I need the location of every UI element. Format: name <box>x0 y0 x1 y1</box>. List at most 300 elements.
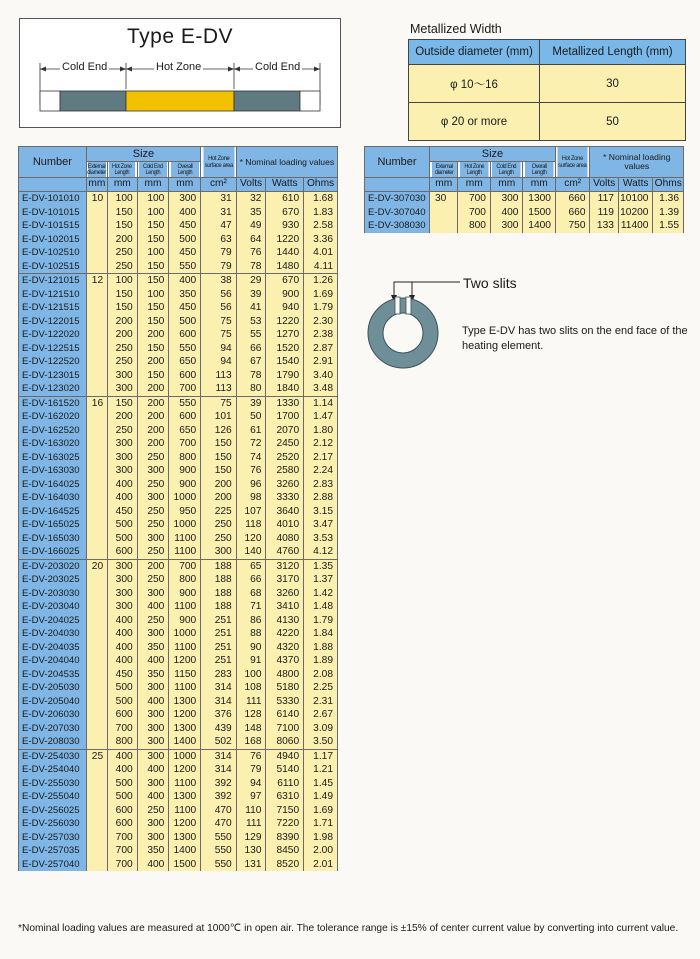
cell-watts: 1330 <box>266 396 304 410</box>
cell-surface-area: 314 <box>201 749 237 763</box>
cell-surface-area: 250 <box>201 518 237 532</box>
cell-cold-end-length: 400 <box>137 695 169 709</box>
cell-overall-length: 1400 <box>169 735 201 749</box>
table-row <box>19 219 338 233</box>
cell-cold-end-length: 300 <box>137 777 169 791</box>
cell-volts: 41 <box>236 301 266 315</box>
cell-volts: 110 <box>236 804 266 818</box>
cell-watts: 5180 <box>266 681 304 695</box>
cell-watts: 1270 <box>266 328 304 342</box>
cell-number: E-DV-165030 <box>19 532 87 546</box>
cell-overall-length: 1100 <box>169 804 201 818</box>
cell-hot-zone-length: 400 <box>107 749 137 763</box>
cell-number: E-DV-203030 <box>19 587 87 601</box>
header-number: Number <box>19 147 87 178</box>
cell-hot-zone-length: 300 <box>107 573 137 587</box>
cell-external-diameter: 20 <box>86 559 107 573</box>
cell-ohms: 1.98 <box>304 831 338 845</box>
cell-volts: 133 <box>590 219 618 233</box>
cell-ohms: 1.35 <box>304 559 338 573</box>
cell-hot-zone-length: 250 <box>107 246 137 260</box>
cell-watts: 4800 <box>266 668 304 682</box>
cell-number: E-DV-257040 <box>19 858 87 872</box>
table-row <box>19 396 338 410</box>
cell-ohms: 2.31 <box>304 695 338 709</box>
cell-cold-end-length: 400 <box>137 763 169 777</box>
cell-number: E-DV-122520 <box>19 355 87 369</box>
table-row <box>19 518 338 532</box>
cell-overall-length: 1300 <box>169 722 201 736</box>
cell-overall-length: 1000 <box>169 518 201 532</box>
cell-surface-area: 94 <box>201 355 237 369</box>
cell-cold-end-length: 150 <box>137 301 169 315</box>
header-overall-length: Overall Length <box>524 162 554 178</box>
cell-volts: 53 <box>236 315 266 329</box>
cell-cold-end-length: 250 <box>137 518 169 532</box>
cell-watts: 1790 <box>266 369 304 383</box>
cell-volts: 66 <box>236 342 266 356</box>
table-row <box>19 600 338 614</box>
cell-surface-area: 31 <box>201 206 237 220</box>
metallized-table <box>408 39 686 141</box>
cell-ohms: 2.83 <box>304 478 338 492</box>
cell-overall-length: 1100 <box>169 641 201 655</box>
cold-end-left-label: Cold End <box>62 61 108 73</box>
cell-surface-area: 300 <box>201 545 237 559</box>
table-row <box>19 844 338 858</box>
cell-watts: 8450 <box>266 844 304 858</box>
table-row <box>19 369 338 383</box>
cell-external-diameter <box>86 668 107 682</box>
cell-overall-length: 1400 <box>523 219 556 233</box>
cell-overall-length: 450 <box>169 301 201 315</box>
header-surface-area: Hot Zone surface area <box>557 147 589 178</box>
cell-cold-end-length: 100 <box>137 192 169 206</box>
cell-overall-length: 700 <box>169 559 201 573</box>
cell-number: E-DV-123015 <box>19 369 87 383</box>
cell-cold-end-length: 100 <box>137 206 169 220</box>
cell-hot-zone-length: 150 <box>107 288 137 302</box>
table-row <box>19 817 338 831</box>
cell-ohms: 1.39 <box>653 206 684 220</box>
cell-hot-zone-length: 300 <box>107 600 137 614</box>
cell-cold-end-length: 250 <box>137 451 169 465</box>
cell-external-diameter <box>86 342 107 356</box>
table-row <box>19 491 338 505</box>
cell-external-diameter <box>86 804 107 818</box>
cell-watts: 4760 <box>266 545 304 559</box>
table-row <box>19 328 338 342</box>
cell-surface-area: 188 <box>201 600 237 614</box>
cell-overall-length: 1300 <box>523 192 556 206</box>
table-row <box>19 301 338 315</box>
cell-volts: 96 <box>236 478 266 492</box>
cell-cold-end-length: 200 <box>137 559 169 573</box>
cell-ohms: 2.01 <box>304 858 338 872</box>
metallized-header-diameter: Outside diameter (mm) <box>409 40 540 65</box>
cell-hot-zone-length: 300 <box>107 369 137 383</box>
cell-hot-zone-length: 150 <box>107 206 137 220</box>
cell-number: E-DV-206030 <box>19 708 87 722</box>
cell-number: E-DV-121015 <box>19 274 87 288</box>
cell-hot-zone-length: 800 <box>458 219 491 233</box>
cell-ohms: 3.40 <box>304 369 338 383</box>
slits-diagram <box>360 268 460 383</box>
cell-watts: 3170 <box>266 573 304 587</box>
cell-overall-length: 500 <box>169 315 201 329</box>
cell-volts: 49 <box>236 219 266 233</box>
footnote: *Nominal loading values are measured at 1000℃ in open air. The tolerance range is ±15% of center current value by converting into current value. <box>18 923 679 934</box>
unit-watts: Watts <box>266 178 304 192</box>
table-row <box>19 777 338 791</box>
cell-external-diameter <box>86 219 107 233</box>
cell-surface-area: 94 <box>201 342 237 356</box>
header-overall-length: Overall Length <box>170 162 199 178</box>
cell-cold-end-length: 300 <box>490 219 523 233</box>
cell-external-diameter <box>86 763 107 777</box>
table-row <box>19 790 338 804</box>
cell-surface-area: 439 <box>201 722 237 736</box>
cell-ohms: 2.17 <box>304 451 338 465</box>
table-row <box>19 858 338 872</box>
cell-external-diameter <box>86 695 107 709</box>
cell-volts: 120 <box>236 532 266 546</box>
cell-external-diameter <box>86 424 107 438</box>
cell-hot-zone-length: 300 <box>107 587 137 601</box>
cell-ohms: 2.24 <box>304 464 338 478</box>
cell-external-diameter <box>86 451 107 465</box>
cell-overall-length: 800 <box>169 573 201 587</box>
cold-end-right-label: Cold End <box>255 61 301 73</box>
cell-number: E-DV-122515 <box>19 342 87 356</box>
cell-number: E-DV-162520 <box>19 424 87 438</box>
cell-overall-length: 1100 <box>169 681 201 695</box>
cell-ohms: 1.69 <box>304 804 338 818</box>
cell-cold-end-length: 300 <box>137 491 169 505</box>
cell-hot-zone-length: 700 <box>107 722 137 736</box>
cell-volts: 67 <box>236 355 266 369</box>
table-row <box>19 735 338 749</box>
cell-volts: 90 <box>236 641 266 655</box>
cell-ohms: 1.42 <box>304 587 338 601</box>
cell-cold-end-length: 400 <box>137 600 169 614</box>
table-row <box>19 382 338 396</box>
cell-volts: 117 <box>590 192 618 206</box>
cell-overall-length: 1300 <box>169 831 201 845</box>
cell-watts: 4220 <box>266 627 304 641</box>
cell-number: E-DV-204025 <box>19 614 87 628</box>
cell-external-diameter <box>86 491 107 505</box>
cell-cold-end-length: 200 <box>137 382 169 396</box>
cell-overall-length: 700 <box>169 382 201 396</box>
cell-volts: 72 <box>236 437 266 451</box>
cell-watts: 7100 <box>266 722 304 736</box>
cell-hot-zone-length: 400 <box>107 641 137 655</box>
table-row <box>19 315 338 329</box>
cell-volts: 86 <box>236 614 266 628</box>
cell-ohms: 3.09 <box>304 722 338 736</box>
cell-cold-end-length: 300 <box>137 749 169 763</box>
cell-external-diameter <box>86 627 107 641</box>
cell-volts: 29 <box>236 274 266 288</box>
cell-surface-area: 200 <box>201 491 237 505</box>
cell-volts: 61 <box>236 424 266 438</box>
cell-ohms: 3.53 <box>304 532 338 546</box>
cell-watts: 930 <box>266 219 304 233</box>
cell-cold-end-length: 300 <box>137 587 169 601</box>
cell-volts: 78 <box>236 260 266 274</box>
cell-number: E-DV-203025 <box>19 573 87 587</box>
cell-watts: 4130 <box>266 614 304 628</box>
cell-hot-zone-length: 400 <box>107 763 137 777</box>
cell-hot-zone-length: 450 <box>107 505 137 519</box>
cell-surface-area: 200 <box>201 478 237 492</box>
cell-external-diameter <box>86 573 107 587</box>
table-row <box>19 233 338 247</box>
cell-overall-length: 1150 <box>169 668 201 682</box>
cell-cold-end-length: 400 <box>137 858 169 872</box>
unit-ohms: Ohms <box>653 178 684 192</box>
metallized-end-left <box>40 91 60 111</box>
element-diagram-graphic <box>20 19 342 129</box>
cell-external-diameter: 10 <box>86 192 107 206</box>
cell-external-diameter <box>86 600 107 614</box>
cell-overall-length: 400 <box>169 274 201 288</box>
table-row <box>19 451 338 465</box>
cell-ohms: 1.26 <box>304 274 338 288</box>
metallized-cell: 50 <box>540 103 686 141</box>
table-row <box>19 260 338 274</box>
cell-external-diameter <box>86 545 107 559</box>
cell-surface-area: 79 <box>201 260 237 274</box>
cell-surface-area: 550 <box>201 831 237 845</box>
cell-surface-area: 251 <box>201 641 237 655</box>
cell-ohms: 1.71 <box>304 817 338 831</box>
cell-cold-end-length: 200 <box>137 328 169 342</box>
cell-hot-zone-length: 200 <box>107 328 137 342</box>
cell-surface-area: 31 <box>201 192 237 206</box>
cell-watts: 4320 <box>266 641 304 655</box>
cell-surface-area: 470 <box>201 804 237 818</box>
cell-number: E-DV-254040 <box>19 763 87 777</box>
cell-ohms: 1.36 <box>653 192 684 206</box>
cell-surface-area: 188 <box>201 559 237 573</box>
table-row <box>19 708 338 722</box>
cell-ohms: 1.47 <box>304 410 338 424</box>
cell-hot-zone-length: 600 <box>107 817 137 831</box>
cell-external-diameter <box>86 518 107 532</box>
unit-mm: mm <box>86 178 107 192</box>
cell-volts: 80 <box>236 382 266 396</box>
cell-cold-end-length: 200 <box>137 355 169 369</box>
unit-ohms: Ohms <box>304 178 338 192</box>
table-row <box>19 532 338 546</box>
header-nominal: * Nominal loading values <box>590 147 684 178</box>
cell-volts: 71 <box>236 600 266 614</box>
cell-external-diameter <box>86 288 107 302</box>
unit-volts: Volts <box>590 178 618 192</box>
cell-external-diameter <box>86 410 107 424</box>
unit-mm: mm <box>137 178 169 192</box>
cell-number: E-DV-166025 <box>19 545 87 559</box>
cell-hot-zone-length: 500 <box>107 790 137 804</box>
cell-watts: 3640 <box>266 505 304 519</box>
cell-hot-zone-length: 500 <box>107 518 137 532</box>
cell-cold-end-length: 100 <box>137 288 169 302</box>
cell-ohms: 1.45 <box>304 777 338 791</box>
cell-ohms: 2.67 <box>304 708 338 722</box>
cell-surface-area: 660 <box>555 192 590 206</box>
cell-watts: 670 <box>266 274 304 288</box>
cell-volts: 119 <box>590 206 618 220</box>
cell-ohms: 3.36 <box>304 233 338 247</box>
cell-cold-end-length: 200 <box>137 410 169 424</box>
metallized-cell: φ 20 or more <box>409 103 540 141</box>
cell-surface-area: 56 <box>201 288 237 302</box>
cell-watts: 2450 <box>266 437 304 451</box>
cell-number: E-DV-163030 <box>19 464 87 478</box>
cell-number: E-DV-162020 <box>19 410 87 424</box>
cell-surface-area: 38 <box>201 274 237 288</box>
cell-hot-zone-length: 300 <box>107 382 137 396</box>
cell-volts: 131 <box>236 858 266 872</box>
header-hot-zone-length: Hot Zone Length <box>109 162 136 178</box>
cell-overall-length: 600 <box>169 328 201 342</box>
cell-external-diameter <box>86 681 107 695</box>
cell-ohms: 2.25 <box>304 681 338 695</box>
table-row <box>19 559 338 573</box>
cell-overall-length: 650 <box>169 355 201 369</box>
cell-volts: 39 <box>236 288 266 302</box>
cell-hot-zone-length: 250 <box>107 355 137 369</box>
cell-cold-end-length: 300 <box>137 735 169 749</box>
header-cold-end-length: Cold End Length <box>492 162 522 178</box>
cell-surface-area: 225 <box>201 505 237 519</box>
cell-number: E-DV-164025 <box>19 478 87 492</box>
cell-external-diameter <box>86 437 107 451</box>
cell-surface-area: 251 <box>201 614 237 628</box>
table-row <box>19 545 338 559</box>
cell-cold-end-length: 250 <box>137 478 169 492</box>
cell-number: E-DV-255040 <box>19 790 87 804</box>
cell-volts: 148 <box>236 722 266 736</box>
cell-external-diameter <box>86 587 107 601</box>
cell-external-diameter: 12 <box>86 274 107 288</box>
cell-overall-length: 650 <box>169 424 201 438</box>
hot-zone-bar <box>126 91 234 111</box>
cell-cold-end-length: 350 <box>137 668 169 682</box>
cell-ohms: 2.88 <box>304 491 338 505</box>
cell-cold-end-length: 300 <box>490 192 523 206</box>
cell-hot-zone-length: 250 <box>107 342 137 356</box>
cell-external-diameter <box>430 206 458 220</box>
diagram-title: Type E-DV <box>126 25 234 48</box>
cell-ohms: 1.14 <box>304 396 338 410</box>
cell-hot-zone-length: 500 <box>107 681 137 695</box>
cell-cold-end-length: 250 <box>137 614 169 628</box>
cell-watts: 3260 <box>266 478 304 492</box>
metallized-cell: φ 10〜16 <box>409 65 540 103</box>
cell-cold-end-length: 200 <box>137 437 169 451</box>
cell-cold-end-length: 350 <box>137 641 169 655</box>
cell-overall-length: 1200 <box>169 708 201 722</box>
cell-watts: 1700 <box>266 410 304 424</box>
cell-overall-length: 550 <box>169 260 201 274</box>
cell-external-diameter <box>430 219 458 233</box>
cell-overall-length: 1100 <box>169 600 201 614</box>
cell-watts: 4080 <box>266 532 304 546</box>
table-row <box>19 831 338 845</box>
cell-number: E-DV-102510 <box>19 246 87 260</box>
cell-watts: 6140 <box>266 708 304 722</box>
cell-volts: 79 <box>236 763 266 777</box>
cell-volts: 35 <box>236 206 266 220</box>
cell-surface-area: 75 <box>201 328 237 342</box>
cell-surface-area: 376 <box>201 708 237 722</box>
cell-external-diameter <box>86 532 107 546</box>
cell-watts: 3410 <box>266 600 304 614</box>
cell-overall-length: 900 <box>169 478 201 492</box>
cell-volts: 50 <box>236 410 266 424</box>
cell-ohms: 1.89 <box>304 654 338 668</box>
cell-surface-area: 660 <box>555 206 590 220</box>
cell-surface-area: 251 <box>201 654 237 668</box>
table-row <box>19 246 338 260</box>
table-row <box>19 749 338 763</box>
cell-watts: 2520 <box>266 451 304 465</box>
cell-overall-length: 700 <box>169 437 201 451</box>
cell-overall-length: 600 <box>169 369 201 383</box>
cell-surface-area: 550 <box>201 844 237 858</box>
header-hot-zone-length: Hot Zone Length <box>459 162 489 178</box>
cell-ohms: 1.84 <box>304 627 338 641</box>
cell-number: E-DV-205040 <box>19 695 87 709</box>
cell-number: E-DV-165025 <box>19 518 87 532</box>
cell-number: E-DV-255030 <box>19 777 87 791</box>
unit-mm: mm <box>523 178 556 192</box>
unit-mm: mm <box>458 178 491 192</box>
cell-number: E-DV-121510 <box>19 288 87 302</box>
cell-number: E-DV-101515 <box>19 219 87 233</box>
cell-watts: 10200 <box>618 206 653 220</box>
cell-watts: 5330 <box>266 695 304 709</box>
cell-hot-zone-length: 400 <box>107 654 137 668</box>
cell-cold-end-length: 150 <box>137 369 169 383</box>
cell-ohms: 2.38 <box>304 328 338 342</box>
cell-surface-area: 56 <box>201 301 237 315</box>
cell-volts: 129 <box>236 831 266 845</box>
cell-watts: 4010 <box>266 518 304 532</box>
cell-hot-zone-length: 700 <box>458 192 491 206</box>
cell-surface-area: 150 <box>201 464 237 478</box>
cell-cold-end-length: 250 <box>137 505 169 519</box>
cell-watts: 3120 <box>266 559 304 573</box>
table-row <box>365 206 684 220</box>
cell-volts: 68 <box>236 587 266 601</box>
table-row <box>19 478 338 492</box>
cell-external-diameter <box>86 858 107 872</box>
cell-number: E-DV-308030 <box>365 219 430 233</box>
cell-number: E-DV-203020 <box>19 559 87 573</box>
cell-external-diameter <box>86 382 107 396</box>
cell-external-diameter <box>86 505 107 519</box>
cell-ohms: 2.00 <box>304 844 338 858</box>
cell-hot-zone-length: 300 <box>107 559 137 573</box>
table-row <box>365 192 684 206</box>
cell-number: E-DV-205030 <box>19 681 87 695</box>
cell-hot-zone-length: 400 <box>107 478 137 492</box>
cell-volts: 111 <box>236 817 266 831</box>
